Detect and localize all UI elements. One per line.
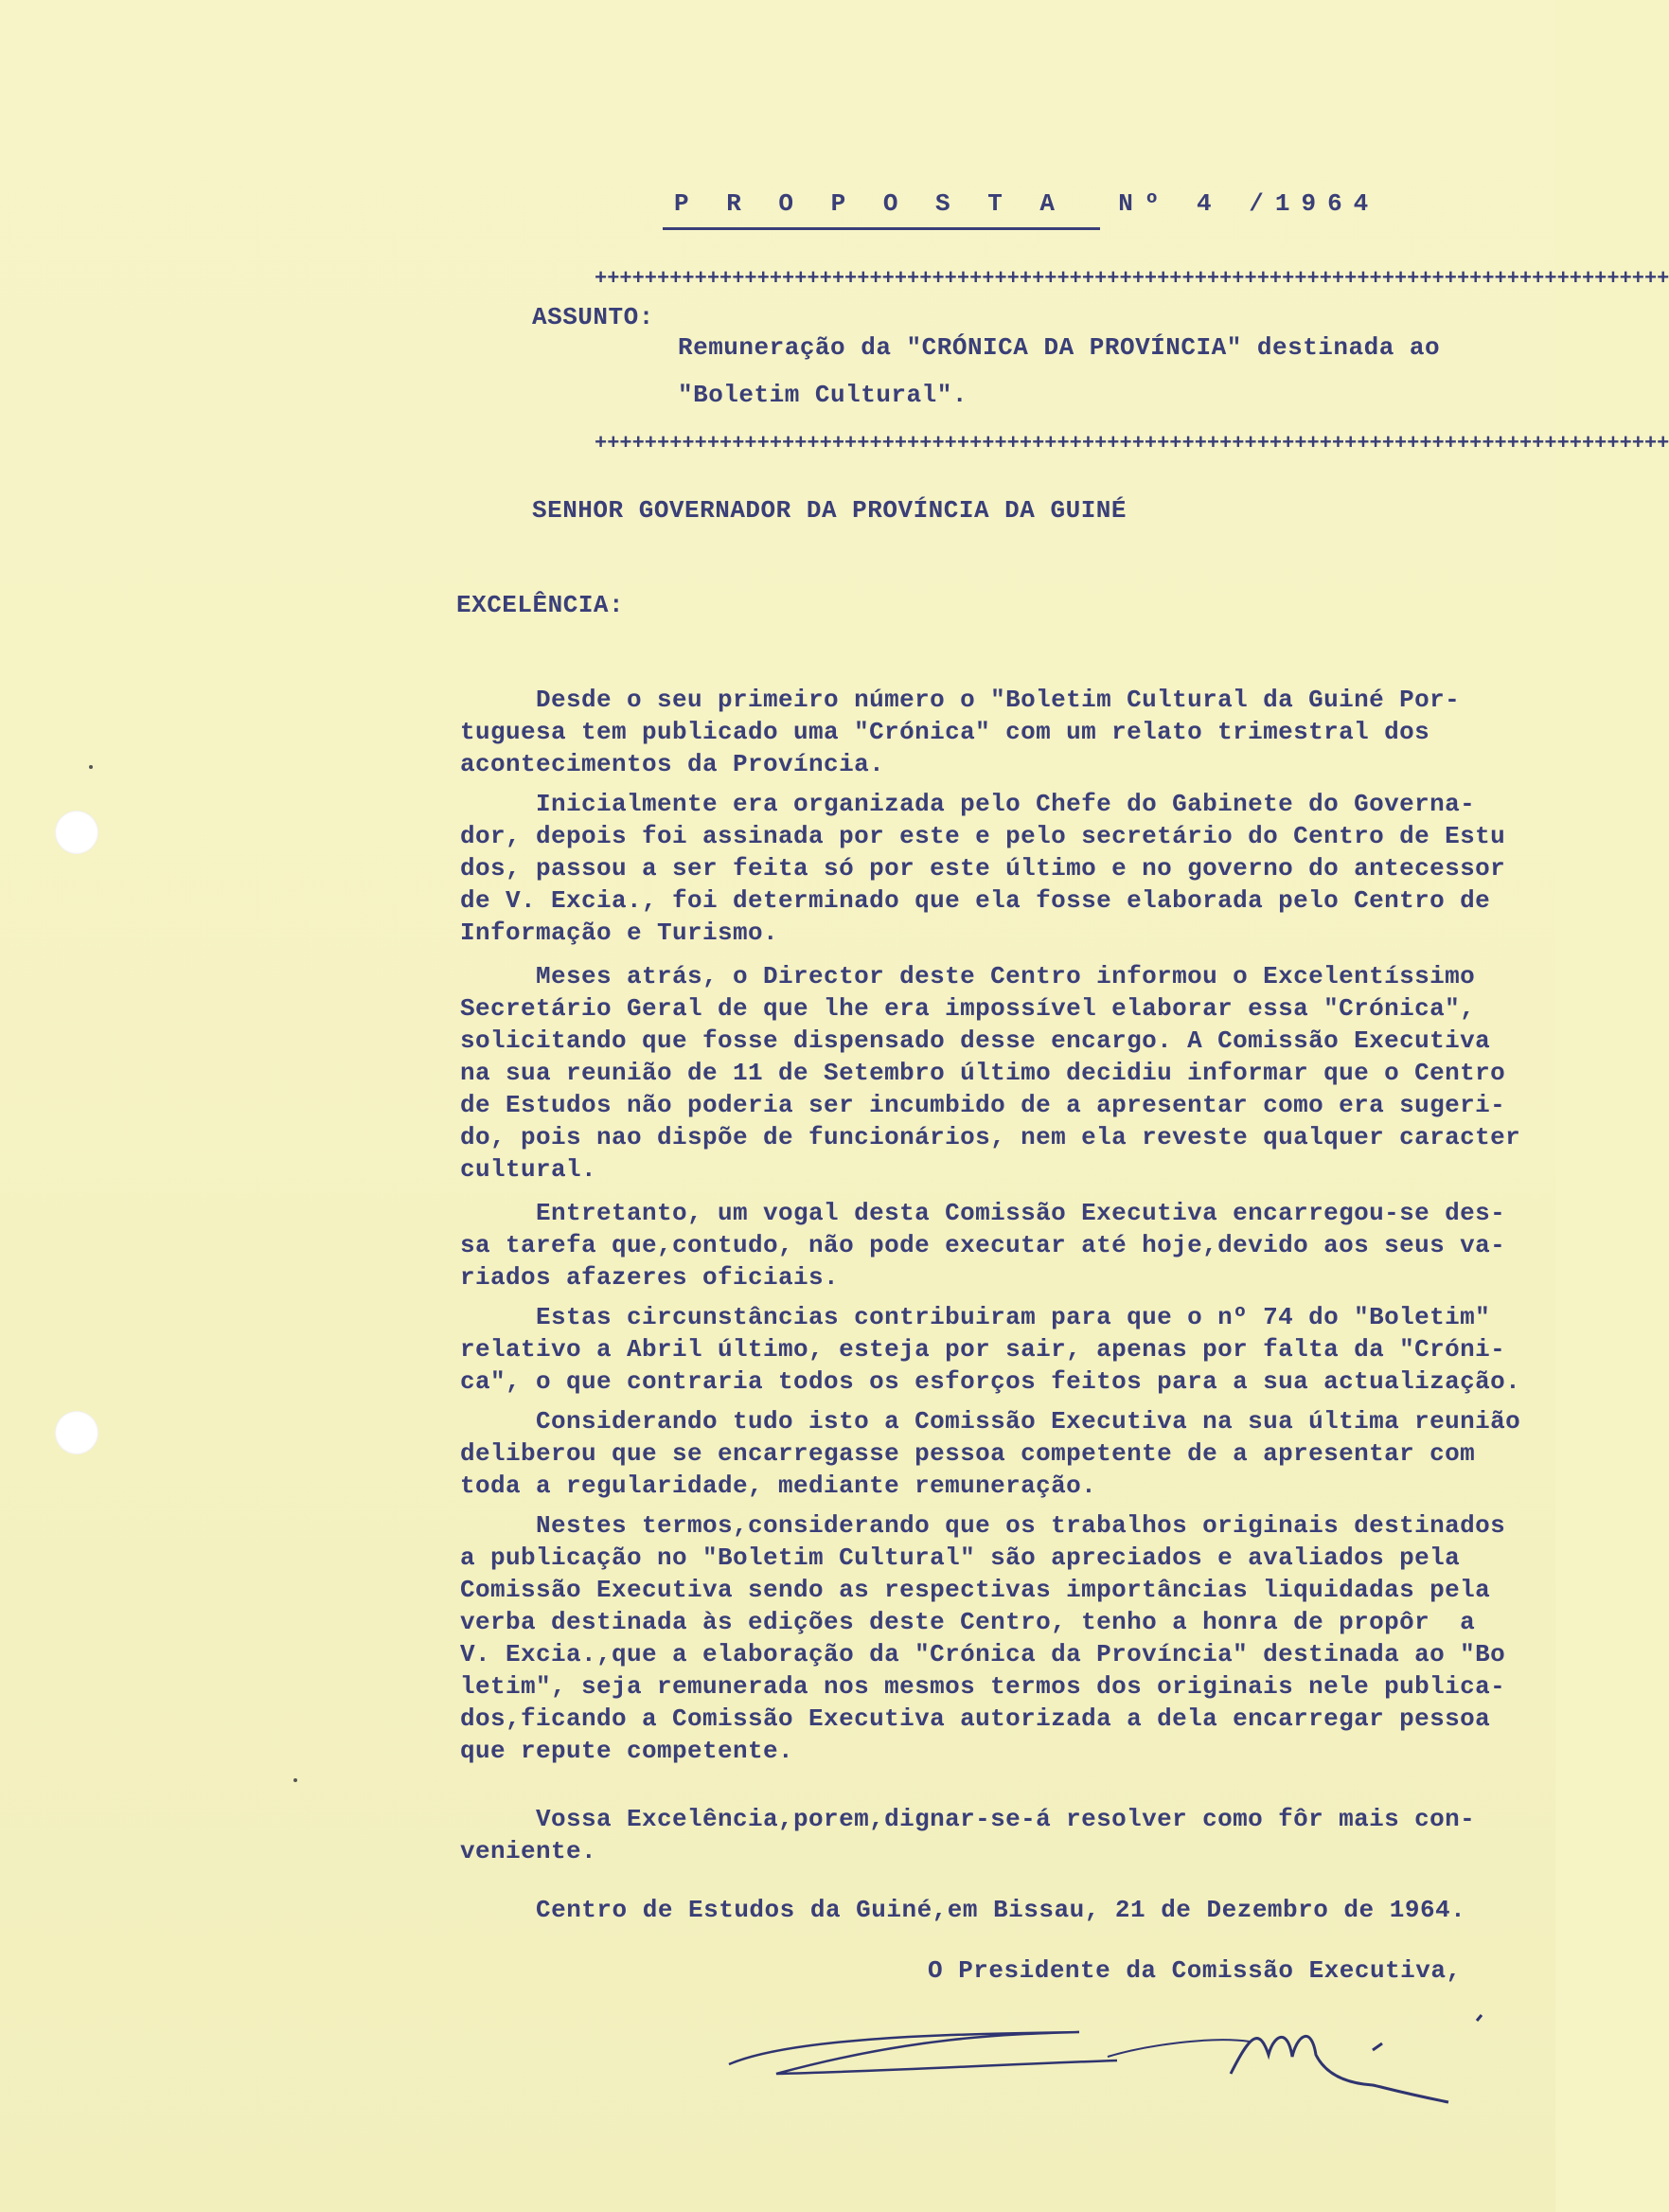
paragraph-line: Considerando tudo isto a Comissão Executiva na sua última reunião [460,1407,1521,1436]
paragraph-line: de V. Excia., foi determinado que ela fosse elaborada pelo Centro de [460,886,1491,915]
addressee: SENHOR GOVERNADOR DA PROVÍNCIA DA GUINÉ [532,496,1127,525]
salutation: EXCELÊNCIA: [456,591,625,619]
paragraph-line: riados afazeres oficiais. [460,1263,840,1292]
paragraph-line: solicitando que fosse dispensado desse encargo. A Comissão Executiva [460,1026,1491,1055]
paragraph-line: toda a regularidade, mediante remuneração. [460,1472,1097,1500]
paragraph-line: a publicação no "Boletim Cultural" são apreciados e avaliados pela [460,1543,1461,1572]
paragraph-line: Secretário Geral de que lhe era impossível elaborar essa "Crónica", [460,994,1476,1023]
paragraph-line: que repute competente. [460,1737,794,1765]
paragraph-line: acontecimentos da Província. [460,750,885,778]
paragraph-line: ca", o que contraria todos os esforços feitos para a sua actualização. [460,1367,1521,1396]
document-title: P R O P O S T A Nº 4 /1964 [674,189,1380,218]
paragraph-line: letim", seja remunerada nos mesmos termos dos originais nele publica- [460,1672,1506,1701]
separator-bottom: ++++++++++++++++++++++++++++++++++++++++++++++++++++++++++++++++++++++++++++++++++++++ [595,432,1669,455]
paragraph-line: sa tarefa que,contudo, não pode executar até hoje,devido aos seus va- [460,1231,1506,1259]
paragraph-line: tuguesa tem publicado uma "Crónica" com um relato trimestral dos [460,718,1430,746]
paragraph-line: Nestes termos,considerando que os trabalhos originais destinados [460,1511,1506,1540]
paragraph-line: relativo a Abril último, esteja por sair, apenas por falta da "Cróni- [460,1335,1506,1364]
assunto-line-1: Remuneração da "CRÓNICA DA PROVÍNCIA" destinada ao [678,333,1441,362]
paragraph-line: Informação e Turismo. [460,919,779,947]
paragraph-line: veniente. [460,1837,597,1865]
punch-hole-bottom [55,1411,98,1454]
paragraph-line: do, pois nao dispõe de funcionários, nem ela reveste qualquer caracter [460,1123,1521,1151]
paper-speck [89,765,93,769]
assunto-label: ASSUNTO: [532,303,654,331]
assunto-line-2: "Boletim Cultural". [678,381,968,409]
paragraph-line: dos, passou a ser feita só por este último e no governo do antecessor [460,854,1506,883]
paragraph-line: V. Excia.,que a elaboração da "Crónica da Província" destinada ao "Bo [460,1640,1506,1668]
paragraph-line: verba destinada às edições deste Centro, tenho a honra de propôr a [460,1608,1476,1636]
handwritten-signature [719,1998,1477,2102]
paragraph-line: Comissão Executiva sendo as respectivas importâncias liquidadas pela [460,1576,1491,1604]
paragraph-line: deliberou que se encarregasse pessoa competente de a apresentar com [460,1439,1476,1468]
paragraph-line: Inicialmente era organizada pelo Chefe do Gabinete do Governa- [460,790,1476,818]
paragraph-line: Meses atrás, o Director deste Centro informou o Excelentíssimo [460,962,1476,990]
signatory-title: O Presidente da Comissão Executiva, [928,1956,1462,1985]
paragraph-line: Entretanto, um vogal desta Comissão Executiva encarregou-se des- [460,1199,1506,1227]
paragraph-line: dor, depois foi assinada por este e pelo secretário do Centro de Estu [460,822,1506,850]
paragraph-line: na sua reunião de 11 de Setembro último decidiu informar que o Centro [460,1059,1506,1087]
paragraph-line: Desde o seu primeiro número o "Boletim Cultural da Guiné Por- [460,686,1461,714]
paragraph-line: cultural. [460,1155,597,1184]
punch-hole-top [55,811,98,854]
separator-top: ++++++++++++++++++++++++++++++++++++++++++++++++++++++++++++++++++++++++++++++++++++++ [595,267,1669,291]
paragraph-line: Estas circunstâncias contribuiram para que o nº 74 do "Boletim" [460,1303,1491,1331]
paragraph-line: de Estudos não poderia ser incumbido de a apresentar como era sugeri- [460,1091,1506,1119]
paper-speck [293,1778,297,1782]
paragraph-line: dos,ficando a Comissão Executiva autorizada a dela encarregar pessoa [460,1704,1491,1733]
paragraph-line: Vossa Excelência,porem,dignar-se-á resolver como fôr mais con- [460,1805,1476,1833]
place-date: Centro de Estudos da Guiné,em Bissau, 21 de Dezembro de 1964. [536,1896,1466,1924]
title-underline [663,227,1100,230]
